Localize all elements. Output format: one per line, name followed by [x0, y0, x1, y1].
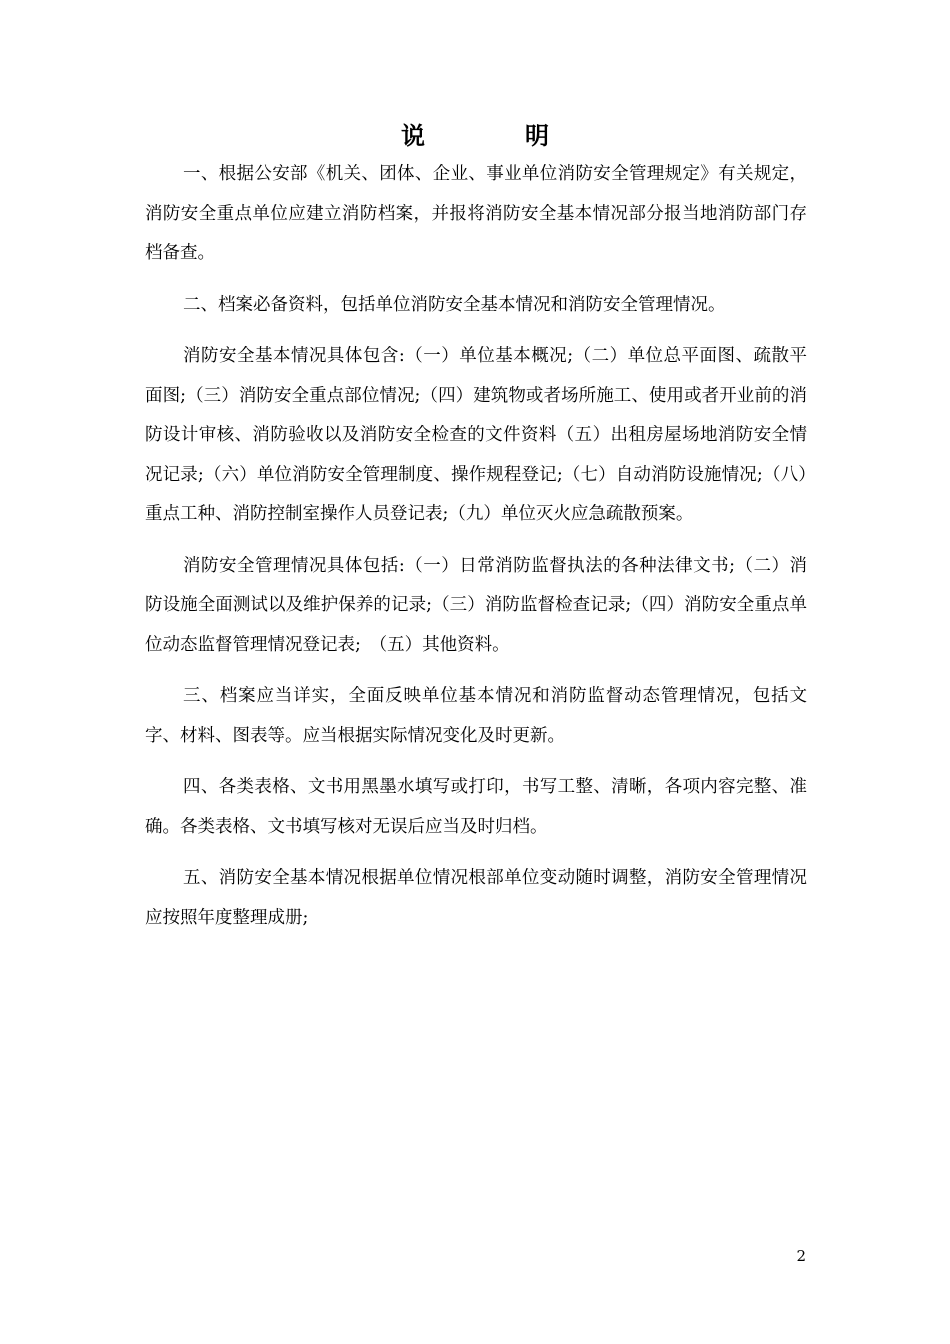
document-body	[145, 155, 807, 950]
paragraph-basic-situation-contents: 消防安全基本情况具体包含:（一）单位基本概况;（二）单位总平面图、疏散平面图;（三）消防安全重点部位情况;（四）建筑物或者场所施工、使用或者开业前的消防设计审核、消防验收以及消防安全检查的文件资料（五）出租房屋场地消防安全情况记录;（六）单位消防安全管理制度、操作规程登记;（七）自动消防设施情况;（八）重点工种、消防控制室操作人员登记表;（九）单位灭火应急疏散预案。	[145, 346, 807, 524]
paragraph-archive-detail: 三、档案应当详实，全面反映单位基本情况和消防监督动态管理情况，包括文字、材料、图表等。应当根据实际情况变化及时更新。	[145, 686, 807, 746]
paragraph-regulation-basis: 一、根据公安部《机关、团体、企业、事业单位消防安全管理规定》有关规定，消防安全重点单位应建立消防档案，并报将消防安全基本情况部分报当地消防部门存档备查。	[145, 164, 807, 263]
page-number: 2	[796, 1247, 806, 1265]
paragraph-management-situation-contents: 消防安全管理情况具体包括:（一）日常消防监督执法的各种法律文书;（二）消防设施全面测试以及维护保养的记录;（三）消防监督检查记录;（四）消防安全重点单位动态监督管理情况登记表; （五）其他资料。	[145, 555, 807, 655]
paragraph-update-rules: 五、消防安全基本情况根据单位情况根部单位变动随时调整，消防安全管理情况应按照年度整理成册;	[145, 868, 807, 928]
paragraph-form-filling: 四、各类表格、文书用黑墨水填写或打印，书写工整、清晰，各项内容完整、准确。各类表格、文书填写核对无误后应当及时归档。	[145, 777, 807, 837]
page-title: 说 明	[401, 121, 587, 150]
paragraph-required-materials: 二、档案必备资料，包括单位消防安全基本情况和消防安全管理情况。	[183, 294, 726, 315]
